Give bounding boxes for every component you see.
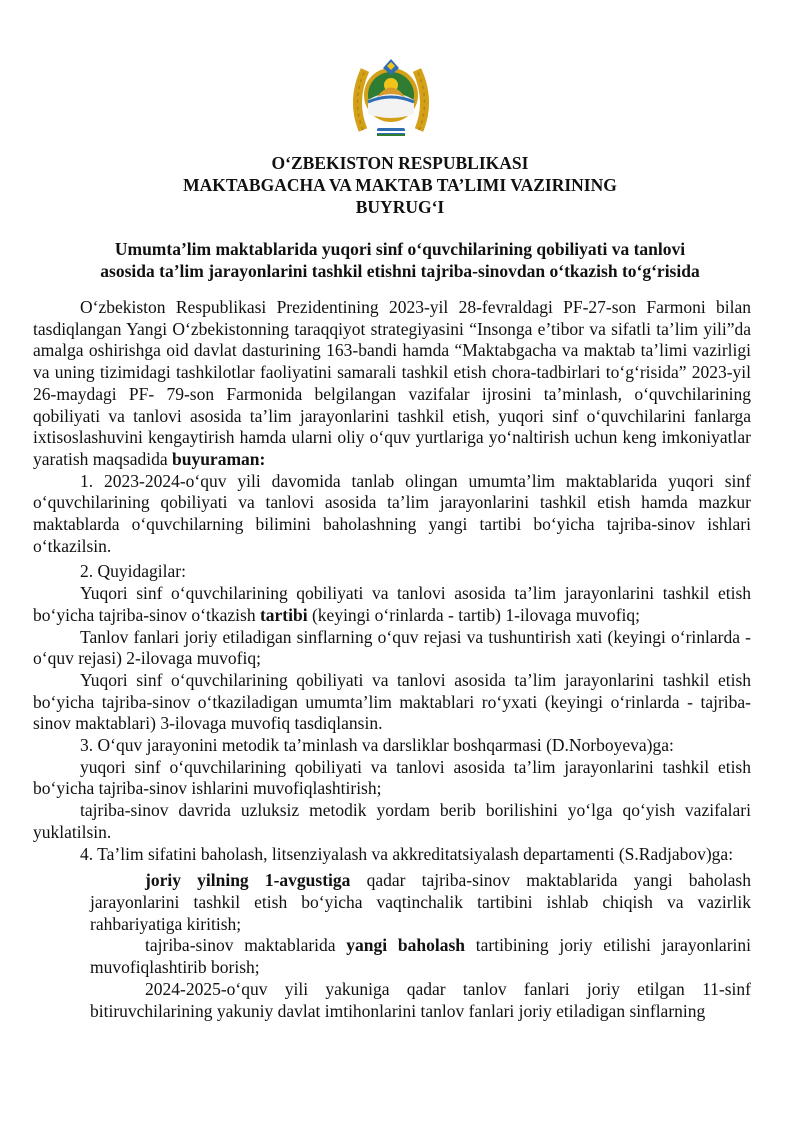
item-4-b-bold: yangi baholash xyxy=(346,935,466,956)
item-2-a xyxy=(33,583,751,626)
item-3-title: 3. O‘quv jarayonini metodik ta’minlash va darsliklar boshqarmasi (D.Norboyeva)ga: xyxy=(80,735,674,756)
header-ministry: MAKTABGACHA VA MAKTAB TA’LIMI VAZIRINING xyxy=(183,175,617,195)
subject-line-2: asosida ta’lim jarayonlarini tashkil etishni tajriba-sinovdan o‘tkazish to‘g‘risida xyxy=(100,261,700,281)
preamble-bold-word: buyuraman: xyxy=(171,448,266,469)
header-country: O‘ZBEKISTON RESPUBLIKASI xyxy=(271,153,529,173)
decree-header xyxy=(0,152,800,218)
item-3-b: tajriba-sinov davrida uzluksiz metodik yordam berib borilishini yo‘lga qo‘yish vazifalari yuklatilsin. xyxy=(33,800,751,842)
decree-body xyxy=(33,297,751,1022)
state-emblem-icon xyxy=(349,56,433,140)
item-2-a-bold: tartibi xyxy=(259,604,308,625)
preamble-text: O‘zbekiston Respublikasi Prezidentining 2023-yil 28-fevraldagi PF-27-son Farmoni bilan tasdiqlangan Yangi O‘zbekistonning taraqqiyot strategiyasini “Insonga e’tibor va sifatli ta’lim yili”da amalga oshirishga oid davlat dasturining 163-bandi hamda “Maktabgacha va maktab ta’limi vazirligi va uning tizimidagi tashkilotlar faoliyatini samarali tashkil etish chora-tadbirlari to‘g‘risida” 2023-yil 26-maydagi PF- 79-son Farmonida belgilangan vazifalar ijrosini ta’minlash, o‘quvchilarining qobiliyati va tanlovi asosida ta’lim jarayonlarini tashkil etish, yuqori sinf o‘quvchilarini fanlarga ixtisoslashuvini kengaytirish hamda ularni oliy o‘quv yurtlariga yo‘naltirish uchun keng imkoniyatlar yaratish maqsadida xyxy=(33,297,751,469)
item-2-a-text-pre: Yuqori sinf o‘quvchilarining qobiliyati va tanlovi asosida ta’lim jarayonlarini tashkil etish bo‘yicha tajriba-sinov o‘tkazish xyxy=(33,583,751,625)
item-4-b-text-post: tartibining joriy etilishi jarayonlarini muvofiqlashtirib borish; xyxy=(90,935,751,978)
item-4-a xyxy=(90,870,751,935)
preamble-paragraph xyxy=(33,297,751,471)
item-2-a-text-post: (keyingi o‘rinlarda - tartib) 1-ilovaga muvofiq; xyxy=(307,604,640,625)
item-2-b: Tanlov fanlari joriy etiladigan sinflarning o‘quv rejasi va tushuntirish xati (keyingi o‘rinlarda - o‘quv rejasi) 2-ilovaga muvofiq; xyxy=(33,626,751,669)
decree-subject xyxy=(40,238,760,282)
item-4-a-bold: joriy yilning 1-avgustiga xyxy=(145,870,351,891)
item-2-c: Yuqori sinf o‘quvchilarining qobiliyati va tanlovi asosida ta’lim jarayonlarini tashkil etish bo‘yicha tajriba-sinov o‘tkaziladigan umumta’lim maktablari ro‘yxati (keyingi o‘rinlarda - tajriba-sinov maktablari) 3-ilovaga muvofiq tasdiqlansin. xyxy=(33,669,751,734)
item-3-a: yuqori sinf o‘quvchilarining qobiliyati va tanlovi asosida ta’lim jarayonlarini tashkil etish bo‘yicha tajriba-sinov ishlarini muvofiqlashtirish; xyxy=(33,756,751,799)
item-4-a-text: qadar tajriba-sinov maktablarida yangi baholash jarayonlarini tashkil etish bo‘yicha vaqtinchalik tartibini ishlab chiqish va vazirlik rahbariyatiga kiritish; xyxy=(90,870,751,934)
item-4-c: 2024-2025-o‘quv yili yakuniga qadar tanlov fanlari joriy etilgan 11-sinf bitiruvchilarining yakuniy davlat imtihonlarini tanlov fanlari joriy etiladigan sinflarning xyxy=(90,978,751,1021)
header-order-title: BUYRUG‘I xyxy=(355,197,445,217)
item-1-paragraph: 1. 2023-2024-o‘quv yili davomida tanlab olingan umumta’lim maktablarida yuqori sinf o‘quvchilarining qobiliyati va tanlovi asosida ta’lim jarayonlarini tashkil etish hamda mazkur maktablarda o‘quvchilarning bilimini baholashning yangi tartibi bo‘yicha tajriba-sinov ishlari o‘tkazilsin. xyxy=(33,470,751,556)
item-2-title: 2. Quyidagilar: xyxy=(80,561,186,582)
item-4-b xyxy=(90,935,751,978)
subject-line-1: Umumta’lim maktablarida yuqori sinf o‘quvchilarining qobiliyati va tanlovi xyxy=(114,239,686,259)
item-4-title: 4. Ta’lim sifatini baholash, litsenziyalash va akkreditatsiyalash departamenti (S.Radjabov)ga: xyxy=(80,843,734,864)
item-4-b-text-pre: tajriba-sinov maktablarida xyxy=(145,935,347,956)
